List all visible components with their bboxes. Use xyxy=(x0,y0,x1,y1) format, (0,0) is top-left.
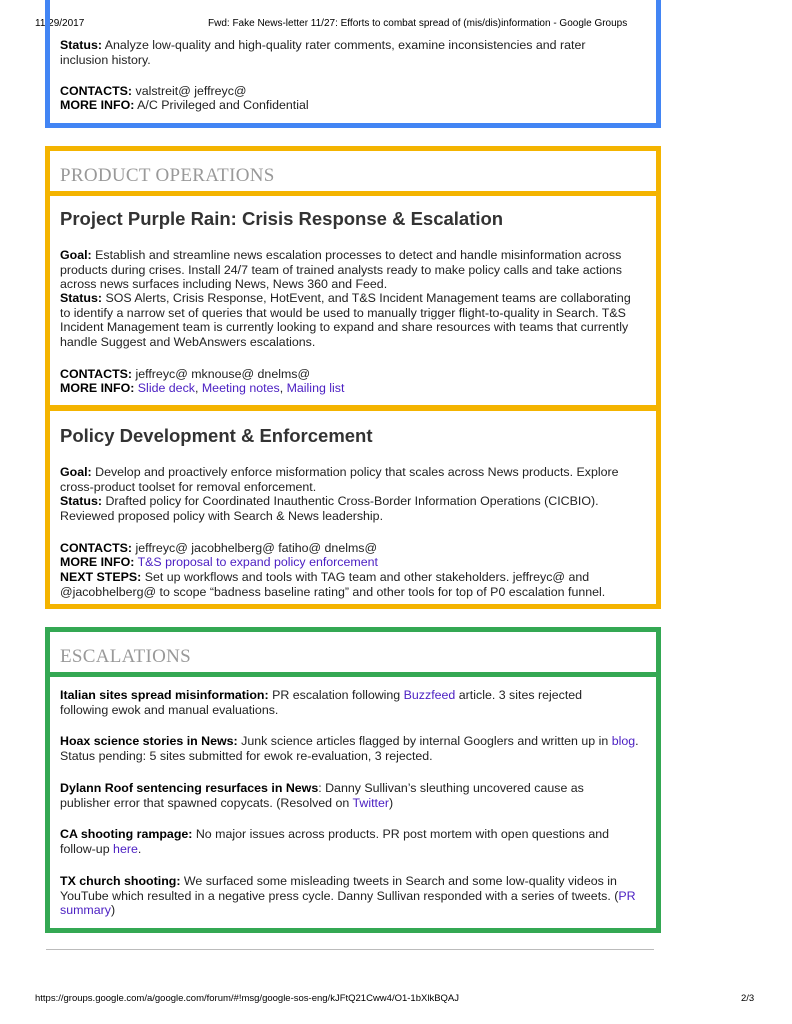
twitter-link[interactable]: Twitter xyxy=(352,795,389,810)
divider xyxy=(46,949,654,950)
policy-goal xyxy=(60,465,648,494)
link-separator: , xyxy=(194,381,202,395)
here-link[interactable]: here xyxy=(113,841,138,856)
status-label: Status: xyxy=(60,291,102,305)
escalation-label: TX church shooting: xyxy=(60,874,181,888)
purple-rain-goal xyxy=(60,248,648,292)
contacts-text: valstreit@ jeffreyc@ xyxy=(135,84,247,98)
escalation-label: CA shooting rampage: xyxy=(60,827,193,841)
escalation-item-italian xyxy=(60,688,612,717)
mailing-list-link[interactable]: Mailing list xyxy=(286,381,345,395)
goal-text: Establish and streamline news escalation processes to detect and handle misinformation across products during crises. Install 24/7 team of trained analysts ready to make policy calls and take actions across news surfaces including News, News 360 and Feed. xyxy=(60,248,622,292)
purple-rain-contacts xyxy=(60,367,648,382)
status-text: SOS Alerts, Crisis Response, HotEvent, and T&S Incident Management teams are collaborating to identify a narrow set of queries that would be used to manually trigger flight-to-quality in Search. T&S Incident Management team is currently looking to expand and share resources with teams that currently handle Suggest and WebAnswers escalations. xyxy=(60,291,631,349)
contacts-label: CONTACTS: xyxy=(60,367,133,381)
escalation-text: No major issues across products. PR post mortem with open questions and follow-up xyxy=(60,827,610,856)
status-label: Status: xyxy=(60,38,102,52)
escalation-item-tx xyxy=(60,874,642,918)
contacts-text: jeffreyc@ mknouse@ dnelms@ xyxy=(135,367,311,381)
policy-contacts xyxy=(60,541,648,556)
purple-rain-title: Project Purple Rain: Crisis Response & Escalation xyxy=(60,208,504,229)
escalation-text: ) xyxy=(110,903,116,918)
escalation-text: Junk science articles flagged by internal Googlers and written up in xyxy=(241,734,609,748)
more-info-label: MORE INFO: xyxy=(60,98,135,112)
top-card-status xyxy=(60,38,626,67)
escalation-label: Dylann Roof sentencing resurfaces in News xyxy=(60,781,319,795)
contacts-label: CONTACTS: xyxy=(60,541,133,555)
escalation-label: Italian sites spread misinformation: xyxy=(60,688,269,702)
status-text: Analyze low-quality and high-quality rater comments, examine inconsistencies and rater inclusion history. xyxy=(60,38,586,67)
escalation-text: . xyxy=(137,841,142,856)
next-steps-label: NEXT STEPS: xyxy=(60,570,142,584)
policy-title: Policy Development & Enforcement xyxy=(60,425,373,446)
meeting-notes-link[interactable]: Meeting notes xyxy=(201,381,280,395)
slide-deck-link[interactable]: Slide deck xyxy=(137,381,195,395)
more-info-text: A/C Privileged and Confidential xyxy=(137,98,309,112)
escalation-text: . Status pending: 5 sites submitted for ewok re-evaluation, 3 rejected. xyxy=(60,734,639,763)
buzzfeed-link[interactable]: Buzzfeed xyxy=(403,688,456,702)
policy-proposal-link[interactable]: T&S proposal to expand policy enforcement xyxy=(137,555,378,569)
page-number: 2/3 xyxy=(741,993,755,1004)
section-title-escalations: ESCALATIONS xyxy=(60,646,192,667)
escalation-label: Hoax science stories in News: xyxy=(60,734,238,748)
escalations-header xyxy=(45,627,661,677)
blog-link[interactable]: blog xyxy=(611,734,636,748)
status-text: Drafted policy for Coordinated Inauthentic Cross-Border Information Operations (CICBIO). Reviewed proposed policy with Search & News leadership. xyxy=(60,494,599,523)
purple-rain-card xyxy=(45,194,661,410)
more-info-label: MORE INFO: xyxy=(60,555,135,569)
escalation-text: ) xyxy=(389,795,394,810)
policy-status xyxy=(60,494,648,523)
escalation-item-ca xyxy=(60,827,642,856)
policy-card xyxy=(45,406,661,609)
top-card-contacts xyxy=(60,84,648,99)
escalation-item-hoax xyxy=(60,734,640,763)
escalation-item-dylann xyxy=(60,781,616,810)
more-info-label: MORE INFO: xyxy=(60,381,135,395)
contacts-text: jeffreyc@ jacobhelberg@ fatiho@ dnelms@ xyxy=(135,541,378,555)
policy-more-info xyxy=(60,555,648,570)
next-steps-text: Set up workflows and tools with TAG team and other stakeholders. jeffreyc@ and @jacobhelberg@ to scope “badness baseline rating” and other tools for top of P0 escalation funnel. xyxy=(60,570,606,599)
purple-rain-more-info xyxy=(60,381,648,396)
escalation-text: PR escalation following xyxy=(272,688,401,702)
goal-label: Goal: xyxy=(60,248,92,262)
pr-summary-link[interactable]: PR summary xyxy=(60,888,636,918)
link-separator: , xyxy=(279,381,287,395)
escalation-text: We surfaced some misleading tweets in Search and some low-quality videos in YouTube which resulted in a negative press cycle. Danny Sullivan responded with a series of tweets. ( xyxy=(60,874,619,903)
print-date: 11/29/2017 xyxy=(35,18,85,29)
escalation-text: : Danny Sullivan’s sleuthing uncovered cause as publisher error that spawned copycats. (Resolved on xyxy=(60,781,584,810)
status-label: Status: xyxy=(60,494,102,508)
product-operations-header xyxy=(45,146,661,196)
goal-label: Goal: xyxy=(60,465,92,479)
contacts-label: CONTACTS: xyxy=(60,84,133,98)
purple-rain-status xyxy=(60,291,642,349)
policy-next-steps xyxy=(60,570,648,599)
escalation-text: article. 3 sites rejected following ewok and manual evaluations. xyxy=(60,688,583,717)
section-title-product-operations: PRODUCT OPERATIONS xyxy=(60,165,275,186)
goal-text: Develop and proactively enforce misformation policy that scales across News products. Explore cross-product toolset for removal enforcement. xyxy=(60,465,619,494)
top-card xyxy=(45,0,661,128)
print-title: Fwd: Fake News-letter 11/27: Efforts to combat spread of (mis/dis)information - Google Groups xyxy=(208,18,628,29)
print-url: https://groups.google.com/a/google.com/forum/#!msg/google-sos-eng/kJFtQ21Cww4/O1-1bXlkBQAJ xyxy=(35,993,460,1004)
top-card-more-info xyxy=(60,98,648,113)
escalations-card xyxy=(45,675,661,933)
